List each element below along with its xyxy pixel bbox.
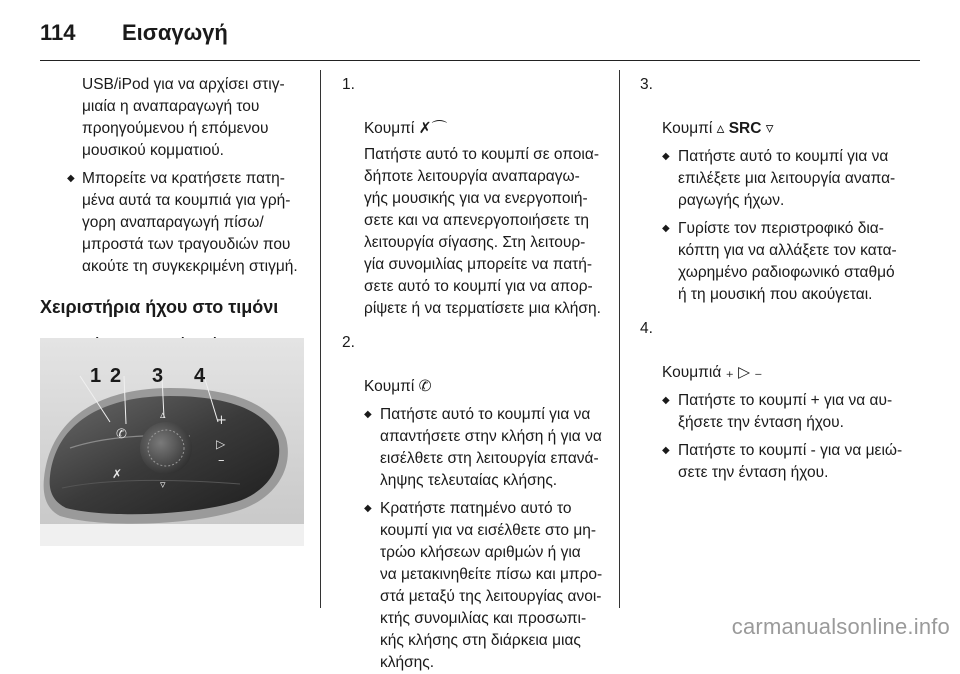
list-item-src-button: [640, 74, 910, 140]
list-item-mute-button: [342, 74, 608, 140]
src-bullet-rotate: ◆ Γυρίστε τον περιστροφικό δια- κόπτη για να αλλάξετε τον κατα- χωρημένο ραδιοφωνικό σταθμό ή τη μουσική που ακούγεται.: [640, 218, 910, 306]
column-divider: [619, 70, 620, 608]
item-number: 3.: [640, 76, 653, 93]
steering-controls-photo: [40, 338, 304, 546]
svg-text:▷: ▷: [216, 437, 226, 451]
figure-label-3: 3: [152, 365, 164, 387]
list-item-volume-buttons: [640, 318, 910, 384]
item-title: Κουμπί ✆: [364, 378, 432, 395]
page-header: [40, 18, 920, 62]
item-number: 4.: [640, 320, 653, 337]
page-number: 114: [40, 20, 76, 45]
svg-text:✗: ✗: [112, 467, 123, 481]
header-rule: [40, 60, 920, 61]
phone-bullet-hold: ◆ Κρατήστε πατημένο αυτό το κουμπί για να εισέλθετε στο μη- τρώο κλήσεων αριθμών ή για να μετακινηθείτε πίσω και μπρο- στά μεταξύ της λειτουργίας ανοι- κτής συνομιλίας και προσωπι- κής κλήσης στη διάρκεια μιας κλήσης.: [342, 498, 608, 674]
column-middle: [342, 74, 608, 674]
figure-label-4: 4: [194, 365, 206, 387]
page-title: Εισαγωγή: [122, 20, 228, 45]
item-title-suffix: ▿: [761, 120, 774, 137]
figure-label-2: 2: [110, 365, 122, 387]
src-label: SRC: [728, 120, 762, 137]
volume-bullet-up: ◆ Πατήστε το κουμπί + για να αυ- ξήσετε την ένταση ήχου.: [640, 390, 910, 434]
item-number: 2.: [342, 334, 355, 351]
svg-text:+: +: [216, 413, 227, 428]
svg-text:✆: ✆: [116, 427, 127, 442]
item-title-prefix: Κουμπί ▵: [662, 120, 729, 137]
volume-bullet-down: ◆ Πατήστε το κουμπί - για να μειώ- σετε την ένταση ήχου.: [640, 440, 910, 484]
column-right: [640, 74, 910, 484]
column-left: [40, 74, 306, 374]
watermark: carmanualsonline.info: [731, 614, 950, 639]
mute-description: Πατήστε αυτό το κουμπί σε οποια- δήποτε λειτουργία αναπαραγω- γής μουσικής για να ενεργοποιή- σετε και να απενεργοποιήσετε τη λειτουργία σίγασης. Στη λειτουρ- γία συνομιλίας μπορείτε να πατή- σετε αυτό το κουμπί για να απορ- ρίψετε ή να τερματίσετε μια κλήση.: [364, 146, 601, 317]
column-divider: [320, 70, 321, 608]
figure-label-1: 1: [90, 365, 102, 387]
svg-text:▿: ▿: [160, 478, 166, 491]
item-number: 1.: [342, 76, 355, 93]
item-title: Κουμπιά ₊ ▷ ₋: [662, 364, 763, 381]
hold-buttons-bullet: ◆ Μπορείτε να κρατήσετε πατη- μένα αυτά τα κουμπιά για γρή- γορη αναπαραγωγή πίσω/ μπροστά των τραγουδιών που ακούτε τη συγκεκριμένη στιγμή.: [40, 168, 306, 278]
svg-text:–: –: [218, 453, 225, 468]
list-item-phone-button: [342, 332, 608, 398]
src-bullet-select: ◆ Πατήστε αυτό το κουμπί για να επιλέξετε μια λειτουργία αναπα- ραγωγής ήχων.: [640, 146, 910, 212]
section-heading: Χειριστήρια ήχου στο τιμόνι: [40, 297, 279, 317]
svg-text:▵: ▵: [160, 408, 166, 421]
item-title: Κουμπί ✗⌒: [364, 120, 448, 137]
phone-bullet-answer: ◆ Πατήστε αυτό το κουμπί για να απαντήσετε στην κλήση ή για να εισέλθετε στη λειτουργία επανά- ληψης τελευταίας κλήσης.: [342, 404, 608, 492]
intro-paragraph: USB/iPod για να αρχίσει στιγ- μιαία η αναπαραγωγή του προηγούμενου ή επόμενου μουσικού κομματιού.: [82, 76, 285, 159]
steering-controls-figure: [40, 338, 304, 546]
